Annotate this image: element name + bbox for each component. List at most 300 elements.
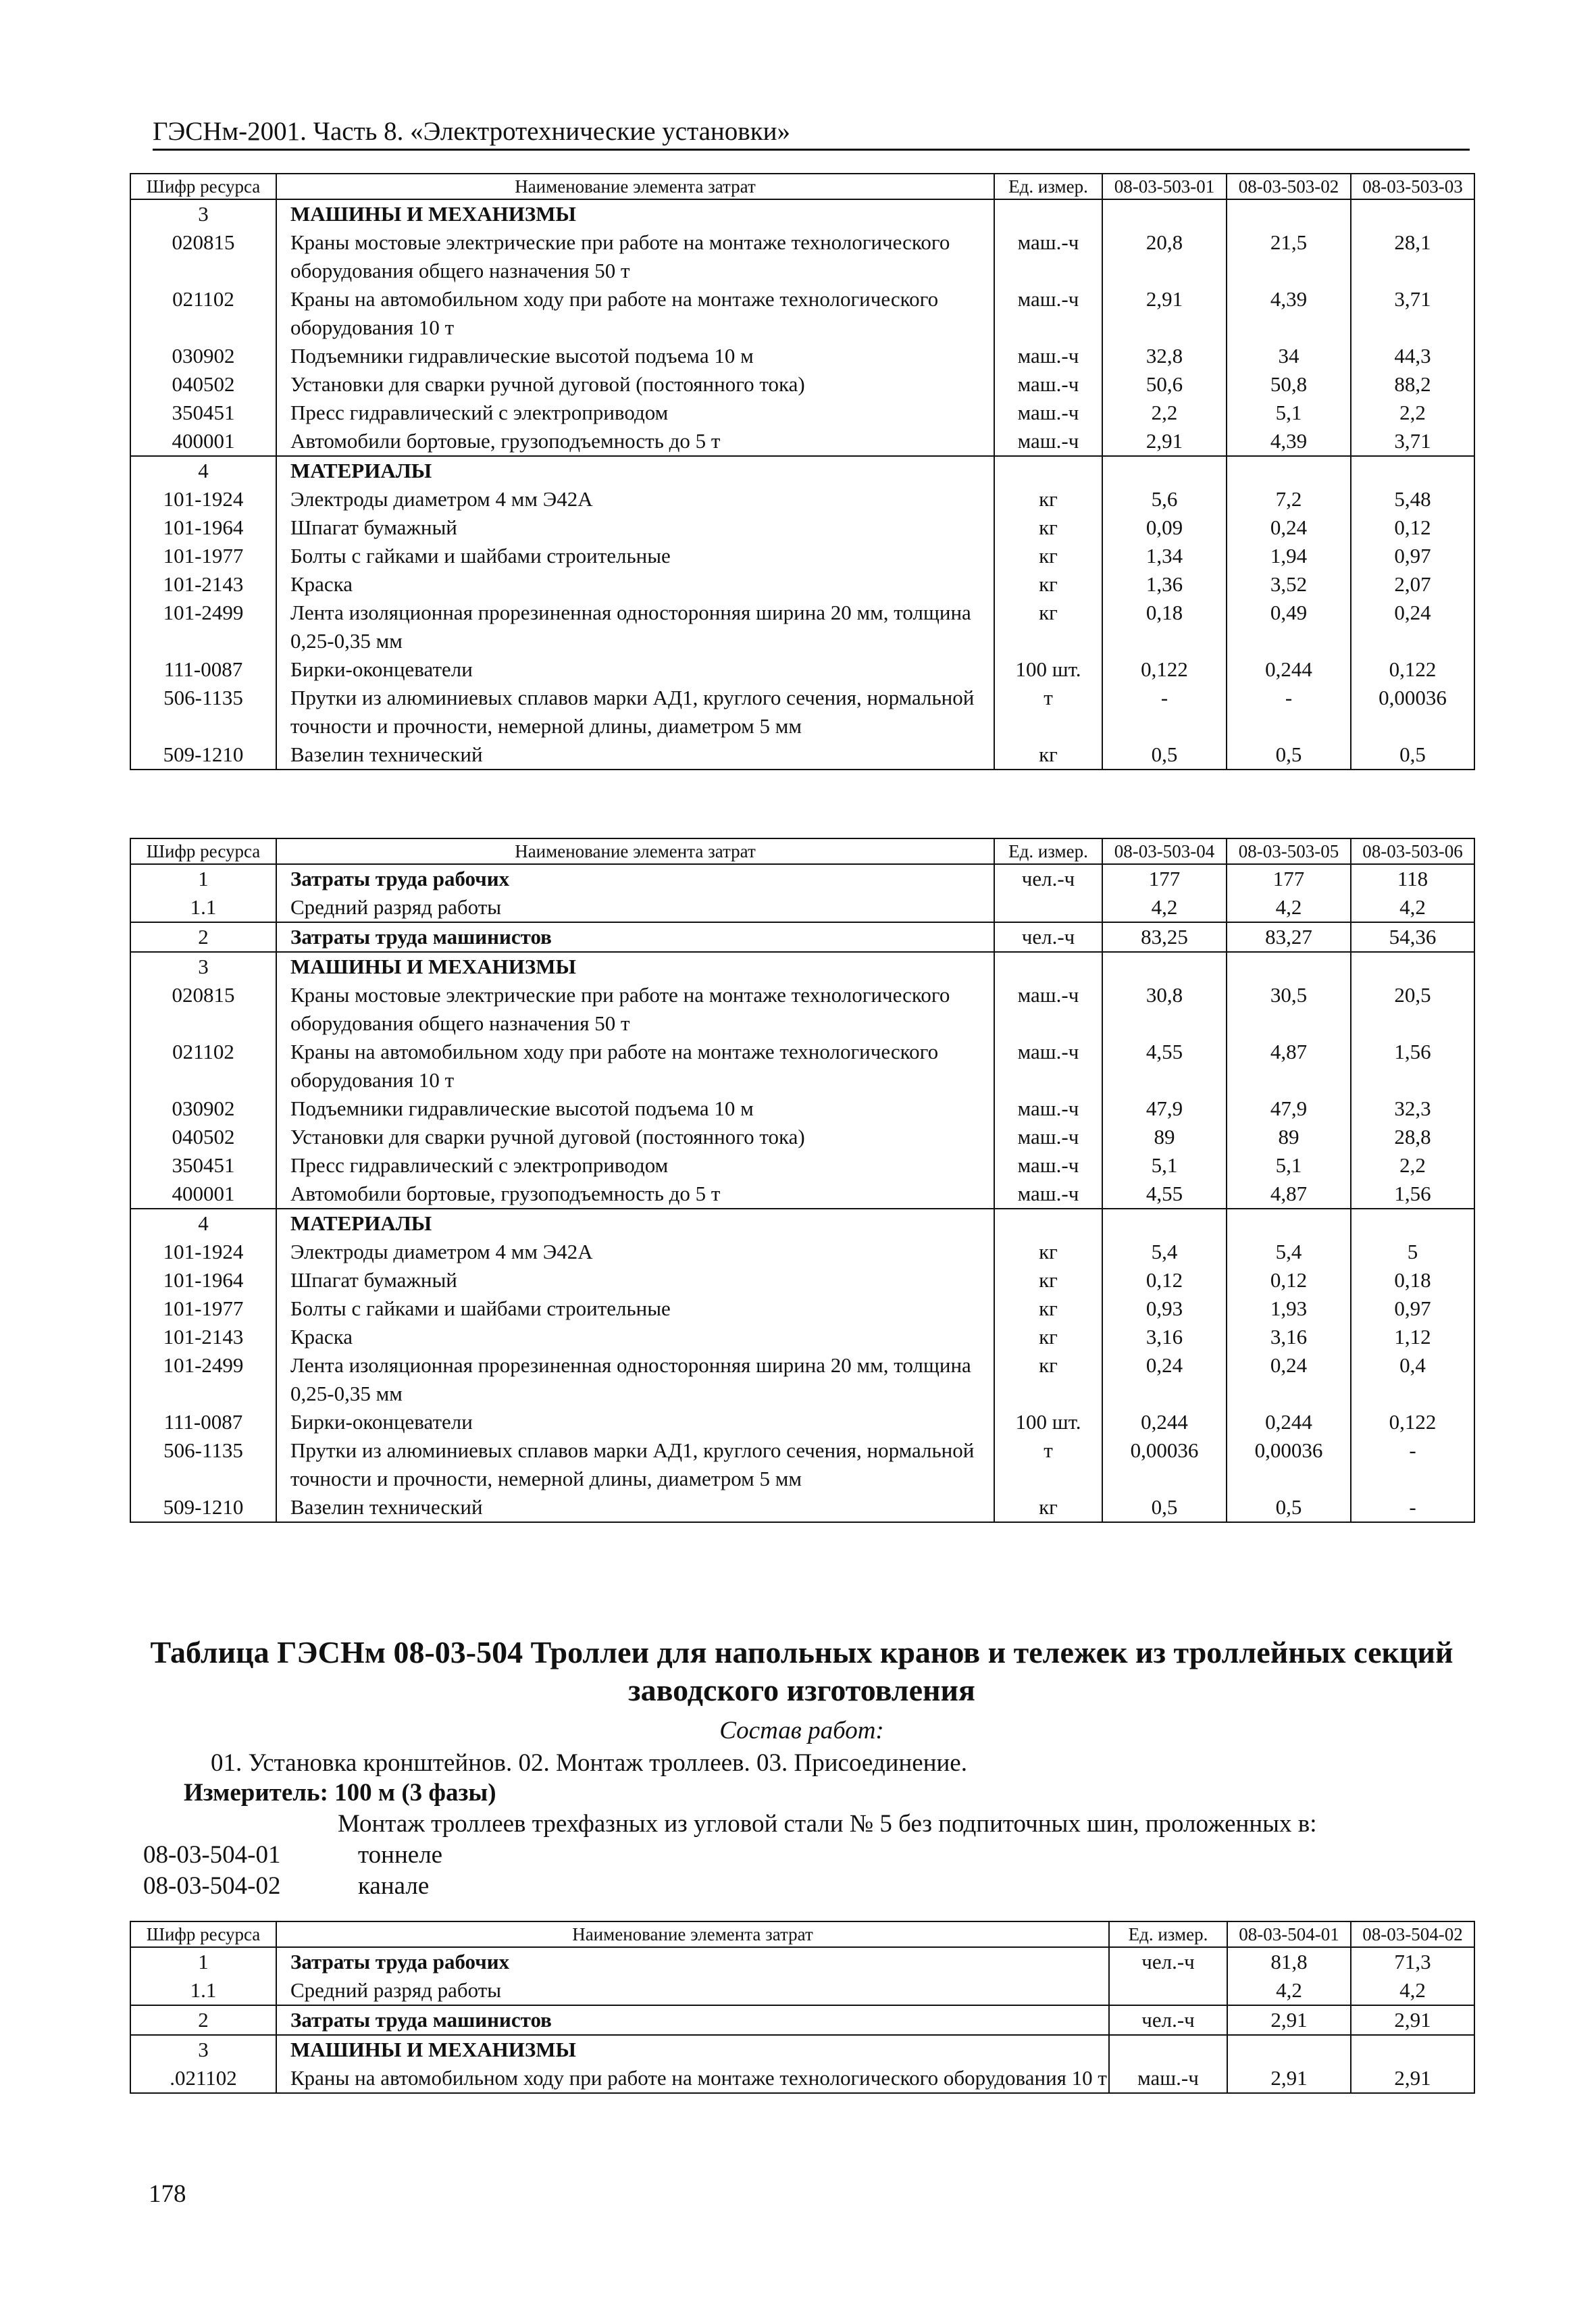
unit-cell: маш.-ч	[994, 1038, 1102, 1095]
cost-element-name: Подъемники гидравлические высотой подъема 10 м	[276, 1095, 994, 1123]
value-cell: 4,39	[1227, 285, 1351, 342]
cost-element-name: Краны мостовые электрические при работе на монтаже технологического оборудования общего назначения 50 т	[276, 228, 994, 285]
cost-element-name: Прутки из алюминиевых сплавов марки АД1, круглого сечения, нормальной точности и прочности, немерной длины, диаметром 5 мм	[276, 1436, 994, 1493]
value-cell: 1,12	[1351, 1323, 1474, 1351]
cost-element-name: Пресс гидравлический с электроприводом	[276, 399, 994, 427]
cost-element-name: Прутки из алюминиевых сплавов марки АД1, круглого сечения, нормальной точности и прочности, немерной длины, диаметром 5 мм	[276, 684, 994, 740]
table-row	[130, 342, 1474, 370]
resource-code: 2	[130, 922, 276, 952]
value-cell: 47,9	[1227, 1095, 1351, 1123]
unit-cell: кг	[994, 542, 1102, 570]
col-name-header: Наименование элемента затрат	[276, 838, 994, 864]
table-row	[130, 513, 1474, 542]
value-cell: 89	[1227, 1123, 1351, 1151]
resource-code: 506-1135	[130, 684, 276, 740]
unit-cell	[994, 199, 1102, 228]
value-cell	[1227, 952, 1351, 981]
col-variant-header: 08-03-503-06	[1351, 838, 1474, 864]
value-cell	[1351, 199, 1474, 228]
value-cell: 0,4	[1351, 1351, 1474, 1408]
unit-cell: т	[994, 684, 1102, 740]
table-row	[130, 1238, 1474, 1266]
value-cell: 4,2	[1227, 893, 1351, 922]
unit-cell: чел.-ч	[994, 922, 1102, 952]
cost-table-503-04-06	[130, 838, 1475, 1523]
cost-element-name: Средний разряд работы	[276, 893, 994, 922]
value-cell	[1227, 2035, 1351, 2064]
resource-code: 101-2499	[130, 1351, 276, 1408]
value-cell: 47,9	[1102, 1095, 1227, 1123]
value-cell: 71,3	[1351, 1947, 1474, 1976]
resource-code: 4	[130, 1209, 276, 1238]
resource-code: 101-1964	[130, 513, 276, 542]
value-cell: 4,2	[1351, 1976, 1474, 2005]
value-cell: 0,00036	[1102, 1436, 1227, 1493]
value-cell: 0,00036	[1227, 1436, 1351, 1493]
value-cell: 0,49	[1227, 599, 1351, 655]
value-cell: 2,2	[1351, 399, 1474, 427]
table-row	[130, 542, 1474, 570]
unit-cell: чел.-ч	[1109, 1947, 1227, 1976]
resource-code: 1.1	[130, 1976, 276, 2005]
value-cell: 44,3	[1351, 342, 1474, 370]
value-cell: 0,12	[1102, 1266, 1227, 1294]
value-cell: 54,36	[1351, 922, 1474, 952]
value-cell: 5,6	[1102, 485, 1227, 513]
resource-code: 101-1977	[130, 542, 276, 570]
resource-code: 509-1210	[130, 1493, 276, 1522]
resource-code: 506-1135	[130, 1436, 276, 1493]
value-cell: 32,8	[1102, 342, 1227, 370]
value-cell: 7,2	[1227, 485, 1351, 513]
value-cell: 177	[1227, 864, 1351, 893]
cost-element-name: МАТЕРИАЛЫ	[276, 1209, 994, 1238]
cost-element-name: Вазелин технический	[276, 1493, 994, 1522]
value-cell: 32,3	[1351, 1095, 1474, 1123]
resource-code: 3	[130, 2035, 276, 2064]
resource-code: 021102	[130, 1038, 276, 1095]
cost-element-name: Лента изоляционная прорезиненная односторонняя ширина 20 мм, толщина 0,25-0,35 мм	[276, 1351, 994, 1408]
value-cell: 2,91	[1351, 2005, 1474, 2035]
variant-code: 08-03-504-02	[143, 1872, 281, 1900]
value-cell: 0,97	[1351, 542, 1474, 570]
value-cell	[1227, 199, 1351, 228]
value-cell	[1102, 952, 1227, 981]
resource-code: 021102	[130, 285, 276, 342]
value-cell: 0,18	[1351, 1266, 1474, 1294]
unit-cell: кг	[994, 513, 1102, 542]
value-cell: 1,93	[1227, 1294, 1351, 1323]
table-row	[130, 1408, 1474, 1436]
value-cell: 2,2	[1102, 399, 1227, 427]
value-cell: 2,2	[1351, 1151, 1474, 1180]
resource-code: 101-1924	[130, 485, 276, 513]
unit-cell: кг	[994, 485, 1102, 513]
section-row	[130, 2005, 1474, 2035]
value-cell: 3,16	[1227, 1323, 1351, 1351]
unit-cell: кг	[994, 1266, 1102, 1294]
value-cell: 88,2	[1351, 370, 1474, 399]
value-cell: 3,16	[1102, 1323, 1227, 1351]
cost-element-name: Лента изоляционная прорезиненная односторонняя ширина 20 мм, толщина 0,25-0,35 мм	[276, 599, 994, 655]
cost-element-name: МАШИНЫ И МЕХАНИЗМЫ	[276, 952, 994, 981]
cost-table-504	[130, 1921, 1475, 2094]
cost-element-name: Краны на автомобильном ходу при работе на монтаже технологического оборудования 10 т	[276, 285, 994, 342]
resource-code: 030902	[130, 1095, 276, 1123]
cost-element-name: Шпагат бумажный	[276, 513, 994, 542]
unit-cell	[1109, 2035, 1227, 2064]
unit-cell	[994, 1209, 1102, 1238]
value-cell: 83,25	[1102, 922, 1227, 952]
cost-element-name: Затраты труда рабочих	[276, 1947, 1109, 1976]
table-row	[130, 684, 1474, 740]
value-cell	[1351, 2035, 1474, 2064]
unit-cell	[994, 952, 1102, 981]
table-row	[130, 981, 1474, 1038]
table-row	[130, 599, 1474, 655]
cost-element-name: МАШИНЫ И МЕХАНИЗМЫ	[276, 2035, 1109, 2064]
table-row	[130, 570, 1474, 599]
value-cell: 1,34	[1102, 542, 1227, 570]
unit-cell: маш.-ч	[994, 1095, 1102, 1123]
cost-element-name: Затраты труда машинистов	[276, 2005, 1109, 2035]
unit-cell: маш.-ч	[994, 285, 1102, 342]
value-cell: 0,5	[1102, 740, 1227, 770]
unit-cell: маш.-ч	[994, 228, 1102, 285]
col-variant-header: 08-03-503-01	[1102, 174, 1227, 199]
resource-code: 101-2143	[130, 570, 276, 599]
cost-element-name: МАШИНЫ И МЕХАНИЗМЫ	[276, 199, 994, 228]
value-cell: 0,5	[1227, 1493, 1351, 1522]
col-unit-header: Ед. измер.	[994, 174, 1102, 199]
resource-code: 2	[130, 2005, 276, 2035]
cost-element-name: Шпагат бумажный	[276, 1266, 994, 1294]
resource-code: 1	[130, 1947, 276, 1976]
value-cell: 0,24	[1102, 1351, 1227, 1408]
cost-element-name: Краска	[276, 570, 994, 599]
unit-cell: т	[994, 1436, 1102, 1493]
value-cell: 1,94	[1227, 542, 1351, 570]
cost-element-name: Краны на автомобильном ходу при работе на монтаже технологического оборудования 10 т	[276, 2064, 1109, 2093]
value-cell: 0,122	[1351, 655, 1474, 684]
resource-code: 111-0087	[130, 1408, 276, 1436]
value-cell: 0,12	[1351, 513, 1474, 542]
cost-element-name: Болты с гайками и шайбами строительные	[276, 1294, 994, 1323]
value-cell: 89	[1102, 1123, 1227, 1151]
resource-code: 020815	[130, 228, 276, 285]
resource-code: 350451	[130, 399, 276, 427]
table-row	[130, 1095, 1474, 1123]
page-number: 178	[149, 2180, 186, 2208]
resource-code: 101-1964	[130, 1266, 276, 1294]
cost-element-name: Автомобили бортовые, грузоподъемность до 5 т	[276, 1180, 994, 1209]
table-row	[130, 1038, 1474, 1095]
value-cell: 5,1	[1102, 1151, 1227, 1180]
cost-table-503-01-03	[130, 173, 1475, 770]
col-variant-header: 08-03-504-01	[1227, 1921, 1351, 1947]
value-cell: -	[1351, 1493, 1474, 1522]
value-cell: 30,8	[1102, 981, 1227, 1038]
value-cell: 2,91	[1102, 427, 1227, 456]
table-row	[130, 740, 1474, 770]
unit-cell: кг	[994, 1351, 1102, 1408]
resource-code: 509-1210	[130, 740, 276, 770]
value-cell: 21,5	[1227, 228, 1351, 285]
section-row	[130, 864, 1474, 893]
col-code-header: Шифр ресурса	[130, 1921, 276, 1947]
cost-element-name: Краны на автомобильном ходу при работе на монтаже технологического оборудования 10 т	[276, 1038, 994, 1095]
cost-element-name: Бирки-оконцеватели	[276, 655, 994, 684]
value-cell: 0,09	[1102, 513, 1227, 542]
resource-code: 101-2499	[130, 599, 276, 655]
resource-code: 400001	[130, 1180, 276, 1209]
value-cell: 5,4	[1102, 1238, 1227, 1266]
unit-cell: кг	[994, 1238, 1102, 1266]
cost-element-name: Болты с гайками и шайбами строительные	[276, 542, 994, 570]
value-cell: 20,8	[1102, 228, 1227, 285]
table-header-row	[130, 838, 1474, 864]
table-row	[130, 655, 1474, 684]
table-504-title: Таблица ГЭСНм 08-03-504 Троллеи для напольных кранов и тележек из троллейных секций заводского изготовления	[150, 1635, 1453, 1707]
value-cell	[1102, 456, 1227, 485]
value-cell: 0,122	[1351, 1408, 1474, 1436]
unit-cell: маш.-ч	[994, 1180, 1102, 1209]
resource-code: 350451	[130, 1151, 276, 1180]
resource-code: 4	[130, 456, 276, 485]
unit-cell: маш.-ч	[1109, 2064, 1227, 2093]
col-name-header: Наименование элемента затрат	[276, 174, 994, 199]
value-cell: 5,4	[1227, 1238, 1351, 1266]
value-cell: 20,5	[1351, 981, 1474, 1038]
value-cell: 3,71	[1351, 427, 1474, 456]
value-cell: 81,8	[1227, 1947, 1351, 1976]
table-header-row	[130, 174, 1474, 199]
variant-line	[143, 1871, 429, 1901]
cost-element-name: Подъемники гидравлические высотой подъема 10 м	[276, 342, 994, 370]
table-row	[130, 1123, 1474, 1151]
col-variant-header: 08-03-503-04	[1102, 838, 1227, 864]
table-row	[130, 370, 1474, 399]
value-cell: 2,91	[1227, 2064, 1351, 2093]
table-row	[130, 285, 1474, 342]
value-cell: 0,122	[1102, 655, 1227, 684]
table-row	[130, 893, 1474, 922]
meter-label: Измеритель:	[184, 1779, 328, 1807]
unit-cell: маш.-ч	[994, 370, 1102, 399]
value-cell: 2,91	[1102, 285, 1227, 342]
resource-code: 040502	[130, 370, 276, 399]
value-cell: 4,2	[1351, 893, 1474, 922]
unit-cell: 100 шт.	[994, 1408, 1102, 1436]
value-cell: 4,55	[1102, 1180, 1227, 1209]
variant-line	[143, 1840, 442, 1870]
value-cell: 0,93	[1102, 1294, 1227, 1323]
table-row	[130, 485, 1474, 513]
unit-cell: кг	[994, 1294, 1102, 1323]
value-cell: 30,5	[1227, 981, 1351, 1038]
value-cell: 2,91	[1227, 2005, 1351, 2035]
unit-cell	[994, 456, 1102, 485]
table-row	[130, 2064, 1474, 2093]
table-row	[130, 1493, 1474, 1522]
value-cell: 5,1	[1227, 1151, 1351, 1180]
value-cell: -	[1102, 684, 1227, 740]
value-cell: 177	[1102, 864, 1227, 893]
section-row	[130, 952, 1474, 981]
table-row	[130, 1180, 1474, 1209]
value-cell: 0,24	[1351, 599, 1474, 655]
composition-label: Состав работ:	[719, 1717, 884, 1744]
table-row	[130, 1436, 1474, 1493]
cost-element-name: Автомобили бортовые, грузоподъемность до 5 т	[276, 427, 994, 456]
table-row	[130, 427, 1474, 456]
variant-text: тоннеле	[358, 1841, 443, 1869]
work-intro: Монтаж троллеев трехфазных из угловой стали № 5 без подпиточных шин, проложенных в:	[338, 1810, 1317, 1838]
cost-element-name: Краны мостовые электрические при работе на монтаже технологического оборудования общего назначения 50 т	[276, 981, 994, 1038]
value-cell: 28,8	[1351, 1123, 1474, 1151]
cost-element-name: Затраты труда машинистов	[276, 922, 994, 952]
resource-code: 020815	[130, 981, 276, 1038]
composition-text: 01. Установка кронштейнов. 02. Монтаж троллеев. 03. Присоединение.	[211, 1749, 967, 1777]
value-cell: 2,91	[1351, 2064, 1474, 2093]
resource-code: 101-1924	[130, 1238, 276, 1266]
unit-cell: кг	[994, 1323, 1102, 1351]
value-cell: 5,1	[1227, 399, 1351, 427]
table-row	[130, 1323, 1474, 1351]
cost-element-name: Установки для сварки ручной дуговой (постоянного тока)	[276, 370, 994, 399]
resource-code: 400001	[130, 427, 276, 456]
section-row	[130, 1209, 1474, 1238]
variant-code: 08-03-504-01	[143, 1841, 281, 1869]
resource-code: 101-1977	[130, 1294, 276, 1323]
value-cell: 4,39	[1227, 427, 1351, 456]
resource-code: 101-2143	[130, 1323, 276, 1351]
value-cell: 0,24	[1227, 513, 1351, 542]
cost-element-name: Установки для сварки ручной дуговой (постоянного тока)	[276, 1123, 994, 1151]
value-cell	[1351, 1209, 1474, 1238]
cost-element-name: Затраты труда рабочих	[276, 864, 994, 893]
cost-element-name: МАТЕРИАЛЫ	[276, 456, 994, 485]
value-cell: 4,2	[1102, 893, 1227, 922]
unit-cell: чел.-ч	[994, 864, 1102, 893]
col-code-header: Шифр ресурса	[130, 838, 276, 864]
resource-code: 1.1	[130, 893, 276, 922]
table-row	[130, 1266, 1474, 1294]
resource-code: 111-0087	[130, 655, 276, 684]
value-cell	[1227, 456, 1351, 485]
unit-cell: кг	[994, 570, 1102, 599]
value-cell: 4,2	[1227, 1976, 1351, 2005]
value-cell: 5,48	[1351, 485, 1474, 513]
value-cell: 0,5	[1351, 740, 1474, 770]
cost-element-name: Электроды диаметром 4 мм Э42А	[276, 485, 994, 513]
value-cell: 3,71	[1351, 285, 1474, 342]
unit-cell: кг	[994, 599, 1102, 655]
value-cell: 0,5	[1227, 740, 1351, 770]
meter-line	[184, 1778, 496, 1808]
value-cell: 50,8	[1227, 370, 1351, 399]
table-row	[130, 1151, 1474, 1180]
cost-element-name: Пресс гидравлический с электроприводом	[276, 1151, 994, 1180]
value-cell: -	[1351, 1436, 1474, 1493]
section-row	[130, 199, 1474, 228]
cost-element-name: Бирки-оконцеватели	[276, 1408, 994, 1436]
unit-cell: кг	[994, 740, 1102, 770]
value-cell: 0,12	[1227, 1266, 1351, 1294]
value-cell: 4,87	[1227, 1038, 1351, 1095]
value-cell	[1102, 1209, 1227, 1238]
value-cell: 0,18	[1102, 599, 1227, 655]
unit-cell	[1109, 1976, 1227, 2005]
unit-cell: 100 шт.	[994, 655, 1102, 684]
table-row	[130, 399, 1474, 427]
unit-cell: маш.-ч	[994, 427, 1102, 456]
value-cell	[1227, 1209, 1351, 1238]
table-row	[130, 228, 1474, 285]
value-cell: 3,52	[1227, 570, 1351, 599]
resource-code: 040502	[130, 1123, 276, 1151]
table-row	[130, 1351, 1474, 1408]
table-header-row	[130, 1921, 1474, 1947]
col-name-header: Наименование элемента затрат	[276, 1921, 1109, 1947]
unit-cell: кг	[994, 1493, 1102, 1522]
value-cell	[1351, 952, 1474, 981]
value-cell: 0,00036	[1351, 684, 1474, 740]
col-unit-header: Ед. измер.	[1109, 1921, 1227, 1947]
cost-element-name: Краска	[276, 1323, 994, 1351]
value-cell: 0,24	[1227, 1351, 1351, 1408]
table-row	[130, 1976, 1474, 2005]
section-row	[130, 922, 1474, 952]
running-header: ГЭСНм-2001. Часть 8. «Электротехнические установки»	[153, 116, 1470, 151]
col-code-header: Шифр ресурса	[130, 174, 276, 199]
resource-code: 1	[130, 864, 276, 893]
value-cell: 0,97	[1351, 1294, 1474, 1323]
value-cell: 1,56	[1351, 1038, 1474, 1095]
value-cell: -	[1227, 684, 1351, 740]
cost-element-name: Средний разряд работы	[276, 1976, 1109, 2005]
resource-code: 3	[130, 952, 276, 981]
cost-element-name: Электроды диаметром 4 мм Э42А	[276, 1238, 994, 1266]
unit-cell	[994, 893, 1102, 922]
resource-code: 030902	[130, 342, 276, 370]
value-cell: 0,5	[1102, 1493, 1227, 1522]
unit-cell: чел.-ч	[1109, 2005, 1227, 2035]
value-cell: 4,55	[1102, 1038, 1227, 1095]
resource-code: 3	[130, 199, 276, 228]
section-row	[130, 456, 1474, 485]
value-cell: 0,244	[1227, 655, 1351, 684]
variant-text: канале	[358, 1872, 430, 1900]
value-cell: 0,244	[1227, 1408, 1351, 1436]
table-row	[130, 1294, 1474, 1323]
col-variant-header: 08-03-504-02	[1351, 1921, 1474, 1947]
col-variant-header: 08-03-503-05	[1227, 838, 1351, 864]
cost-element-name: Вазелин технический	[276, 740, 994, 770]
value-cell: 0,244	[1102, 1408, 1227, 1436]
value-cell: 50,6	[1102, 370, 1227, 399]
unit-cell: маш.-ч	[994, 399, 1102, 427]
section-row	[130, 1947, 1474, 1976]
unit-cell: маш.-ч	[994, 1151, 1102, 1180]
value-cell: 5	[1351, 1238, 1474, 1266]
value-cell: 118	[1351, 864, 1474, 893]
section-row	[130, 2035, 1474, 2064]
value-cell: 83,27	[1227, 922, 1351, 952]
meter-value: 100 м (3 фазы)	[334, 1779, 496, 1807]
col-variant-header: 08-03-503-03	[1351, 174, 1474, 199]
value-cell	[1351, 456, 1474, 485]
